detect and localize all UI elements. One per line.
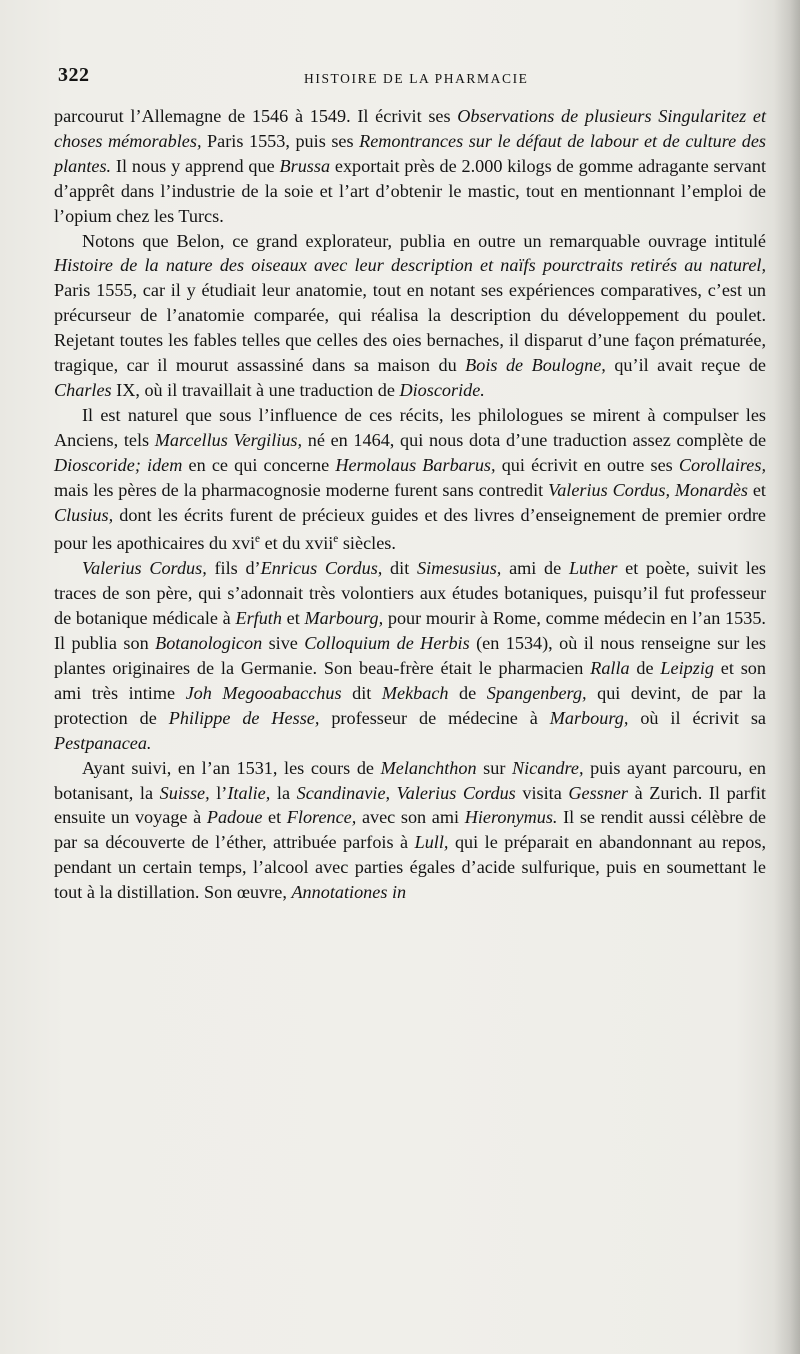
text-run: et du xvii: [260, 533, 334, 554]
page-edge-shadow: [774, 0, 800, 1354]
text-run: en ce qui concerne: [182, 454, 336, 475]
italic-text: Botanologicon: [155, 633, 263, 654]
italic-text: Valerius Cordus, Monardès: [548, 479, 748, 500]
italic-text: Pestpanacea.: [54, 732, 152, 753]
text-run: qui devint, de par la protection de: [54, 682, 766, 728]
text-run: Il nous y apprend que: [111, 155, 280, 176]
italic-text: Leipzig: [660, 658, 714, 678]
page-number: 322: [58, 64, 90, 86]
italic-text: Erfuth: [235, 608, 282, 629]
italic-text: Charles: [54, 379, 112, 400]
text-run: Paris 1555, car il y étudiait leur anatomie, tout en notant ses expériences comparatives, c’est un précurseur de l’anatomie comparée, qui réalisa la description du développement du poulet. Rejetant toutes les fables telles que celles des oies bernaches, il disparut d’une façon prématurée, tragique, car il mourut assassiné dans sa maison du: [54, 280, 766, 376]
italic-text: Marbourg,: [549, 707, 629, 728]
text-run: qu’il avait reçue de: [605, 355, 766, 376]
text-run: visita: [515, 782, 569, 803]
paragraph: [54, 556, 766, 755]
text-run: siècles.: [338, 533, 396, 554]
italic-text: Gessner: [568, 782, 628, 803]
text-run: dont les écrits furent de précieux guides et des livres d’enseignement de premier ordre pour les apothicaires du xvi: [54, 504, 766, 554]
italic-text: Dioscoride; idem: [54, 454, 183, 475]
text-run: sive: [262, 633, 305, 654]
text-run: exportait près de 2.000 kilogs de gomme adragante servant d’apprêt dans l’industrie de la soie et l’art d’obtenir le mastic, tout en mentionnant l’emploi de l’opium chez les Turcs.: [54, 155, 766, 226]
italic-text: Melanchthon: [380, 757, 477, 778]
text-run: Ayant suivi, en l’an 1531, les cours de: [82, 757, 381, 778]
text-run: puis ayant parcouru, en botanisant, la: [54, 757, 766, 803]
italic-text: Hermolaus Barbarus,: [335, 454, 496, 475]
text-run: à Zurich. Il parfit ensuite un voyage à: [54, 782, 766, 828]
text-run: Il est naturel que sous l’influence de ces récits, les philologues se mirent à compulser les Anciens, tels: [54, 404, 766, 450]
paragraph: [54, 756, 766, 905]
italic-text: Scandinavie, Valerius Cordus: [296, 782, 516, 803]
italic-text: Dioscoride.: [399, 379, 485, 400]
italic-text: Brussa: [279, 155, 331, 176]
text-run: professeur de médecine à: [319, 707, 550, 728]
text-run: et: [281, 608, 305, 629]
text-run: dit: [341, 682, 382, 703]
paragraph: [54, 229, 766, 403]
italic-text: Marcellus Vergilius,: [154, 429, 303, 450]
italic-text: Bois de Boulogne,: [465, 355, 606, 376]
italic-text: Histoire de la nature des oiseaux avec leur description et naïfs pourctraits retirés au naturel,: [54, 255, 766, 276]
italic-text: Observations de plusieurs Singularitez et choses mémorables,: [54, 106, 766, 151]
text-run: sur: [476, 757, 512, 778]
text-run: IX, où il travaillait à une traduction de: [111, 379, 400, 400]
italic-text: Marbourg,: [304, 608, 384, 629]
italic-text: Clusius,: [54, 504, 114, 525]
italic-text: Colloquium de Herbis: [304, 633, 470, 654]
italic-text: Lull,: [414, 832, 449, 853]
text-run: parcourut l’Allemagne de 1546 à 1549. Il écrivit ses: [54, 106, 458, 126]
text-run: de: [629, 658, 661, 678]
text-run: et: [262, 807, 287, 828]
page-header: [58, 64, 764, 94]
italic-text: Corollaires,: [678, 454, 766, 475]
text-run: Paris 1553, puis ses: [201, 130, 360, 151]
text-run: qui le préparait en abandonnant au repos, pendant un certain temps, l’alcool avec parties égales d’acide sulfurique, puis en soumettant le tout à la distillation. Son œuvre,: [54, 832, 766, 903]
text-run: la: [270, 782, 297, 803]
italic-text: Remontrances sur le défaut de labour et de culture des plantes.: [54, 130, 766, 176]
text-run: et: [747, 479, 766, 500]
body-text: [54, 104, 766, 905]
italic-text: Simesusius,: [416, 558, 502, 579]
italic-text: Hieronymus.: [464, 807, 558, 828]
italic-text: Mekbach: [381, 682, 449, 703]
italic-text: Spangenberg,: [486, 682, 587, 703]
text-run: Notons que Belon, ce grand explorateur, publia en outre un remarquable ouvrage intitulé: [82, 230, 766, 251]
text-run: né en 1464, qui nous dota d’une traduction assez complète de: [302, 429, 767, 450]
italic-text: Suisse,: [159, 782, 210, 803]
running-title: HISTOIRE DE LA PHARMACIE: [304, 71, 529, 86]
text-run: e: [255, 533, 261, 546]
italic-text: Florence,: [286, 807, 357, 828]
text-run: (en 1534), où il nous renseigne sur les plantes originaires de la Germanie. Son beau-frère était le pharmacien: [54, 633, 766, 678]
text-run: où il écrivit sa: [628, 707, 767, 728]
italic-text: Philippe de Hesse,: [168, 707, 320, 728]
text-run: pour mourir à Rome, comme médecin en l’an 1535. Il publia son: [54, 608, 766, 654]
text-run: et son ami très intime: [54, 658, 766, 703]
italic-text: Ralla: [590, 658, 630, 678]
text-run: de: [448, 682, 487, 703]
text-run: fils d’: [206, 558, 261, 579]
italic-text: Valerius Cordus,: [82, 558, 207, 579]
text-run: Il se rendit aussi célèbre de par sa découverte de l’éther, attribuée parfois à: [54, 807, 766, 853]
text-run: ami de: [501, 558, 569, 579]
text-run: e: [333, 533, 339, 546]
italic-text: Luther: [568, 558, 618, 579]
italic-text: Padoue: [206, 807, 263, 828]
italic-text: Italie,: [227, 782, 271, 803]
italic-text: Enricus Cordus,: [260, 558, 383, 579]
text-run: et poète, suivit les traces de son père, qui s’adonnait très volontiers aux études botaniques, puisqu’il fut professeur de botanique médicale à: [54, 558, 766, 629]
italic-text: Joh Megooabacchus: [185, 682, 342, 703]
text-run: mais les pères de la pharmacognosie moderne furent sans contredit: [54, 479, 549, 500]
text-run: dit: [382, 558, 417, 579]
italic-text: Annotationes in: [291, 882, 407, 903]
text-run: qui écrivit en outre ses: [495, 454, 679, 475]
paragraph: [54, 403, 766, 557]
text-run: l’: [209, 782, 228, 803]
italic-text: Nicandre,: [511, 757, 584, 778]
paragraph: [54, 104, 766, 229]
text-run: avec son ami: [356, 807, 465, 828]
